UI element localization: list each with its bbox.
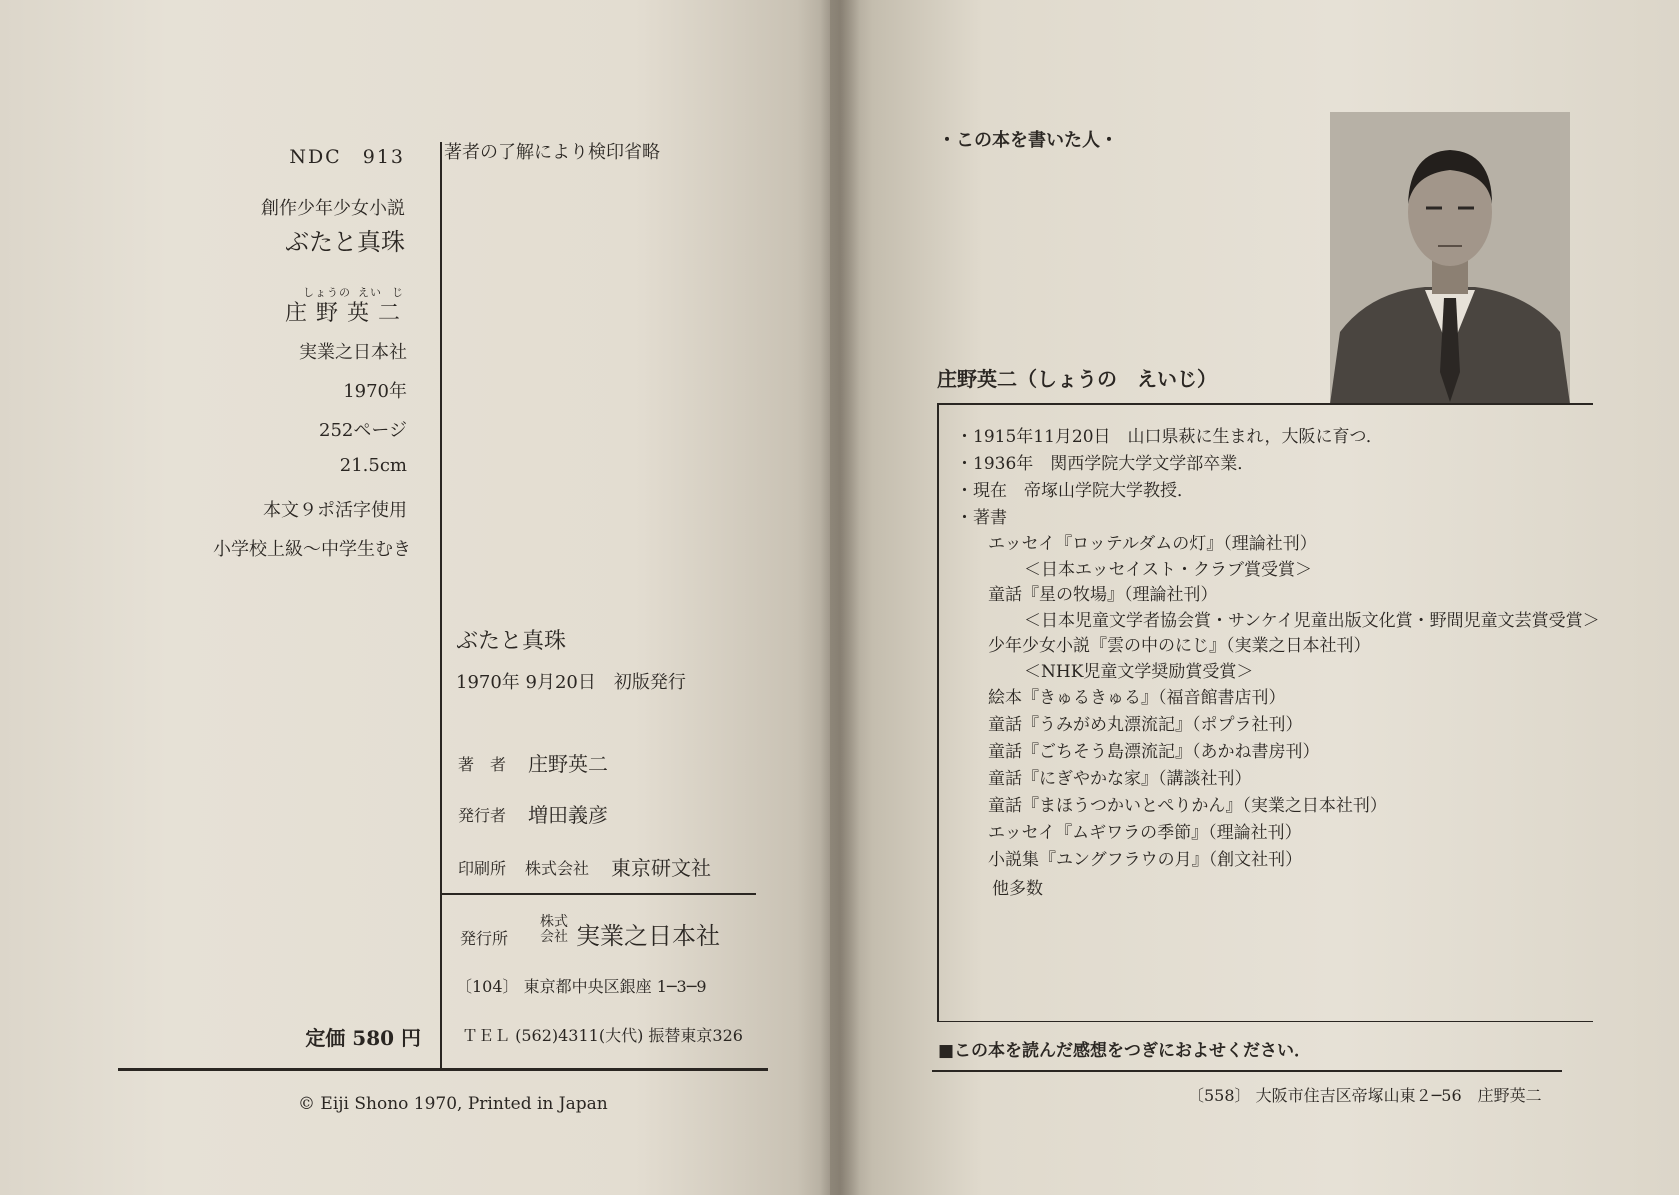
work-item: 童話『にぎやかな家』（講談社刊） [988, 769, 1252, 789]
author-photo [1330, 112, 1570, 404]
book-title: ぶたと真珠 [285, 228, 405, 256]
series-label: 創作少年少女小説 [261, 198, 405, 219]
work-item: エッセイ『ムギワラの季節』（理論社刊） [988, 823, 1302, 843]
publisher-name: 実業之日本社 [299, 342, 407, 363]
audience-note: 小学校上級～中学生むき [213, 539, 411, 560]
book-size: 21.5cm [339, 455, 407, 476]
publisher-kabushiki-bottom: 会社 [540, 929, 568, 945]
printer-label: 印刷所 [458, 859, 507, 878]
work-item: 小説集『ユングフラウの月』（創文社刊） [988, 850, 1303, 870]
author-ruby-ei: えい [358, 286, 382, 299]
colophon-title: ぶたと真珠 [456, 629, 567, 654]
author-ruby-ji: じ [392, 286, 404, 299]
issuer-label: 発行者 [458, 806, 507, 825]
work-item: 絵本『きゅるきゅる』（福音館書店刊） [988, 688, 1286, 708]
publisher-kabushiki-top: 株式 [540, 914, 568, 930]
bio-line: ・1936年 関西学院大学文学部卒業． [956, 454, 1255, 474]
printer-kabushiki: 株式会社 [525, 859, 590, 878]
colophon-author: 庄野英二 [528, 752, 608, 776]
author-name: 庄野英二 [284, 301, 409, 326]
work-item: 少年少女小説『雲の中のにじ』（実業之日本社刊） [988, 636, 1371, 656]
author-label: 著 者 [458, 755, 507, 774]
font-note: 本文９ポ活字使用 [263, 500, 407, 521]
bottom-rule-left [118, 1068, 768, 1071]
work-item: 童話『星の牧場』（理論社刊） [988, 585, 1218, 605]
publication-year: 1970年 [343, 381, 407, 402]
publisher-tel: ＴＥＬ (562)4311(大代) 振替東京326 [462, 1026, 743, 1045]
bio-line: ・1915年11月20日 山口県萩に生まれ，大阪に育つ． [956, 427, 1383, 447]
colophon-divider-horizontal [442, 893, 756, 895]
colophon-publisher: 実業之日本社 [576, 922, 720, 950]
author-heading: 庄野英二（しょうの えいじ） [937, 367, 1217, 391]
bio-line: ・現在 帝塚山学院大学教授． [956, 481, 1194, 501]
work-item: 童話『うみがめ丸漂流記』（ポプラ社刊） [988, 715, 1303, 735]
award-item: ＜日本エッセイスト・クラブ賞受賞＞ [1024, 560, 1312, 580]
printer-name: 東京研文社 [611, 856, 711, 880]
feedback-prompt: ■この本を読んだ感想をつぎにおよせください． [938, 1041, 1312, 1061]
copyright-notice: © Eiji Shono 1970, Printed in Japan [298, 1094, 608, 1114]
bio-line: ・著書 [956, 508, 1007, 528]
publisher-kabushiki [540, 915, 568, 945]
colophon-divider-vertical [440, 142, 442, 1070]
issuer-name: 増田義彦 [528, 803, 608, 827]
work-item: 他多数 [992, 879, 1043, 899]
book-gutter [820, 0, 860, 1195]
page-count: 252ページ [319, 420, 407, 441]
seal-omission-note: 著者の了解により検印省略 [444, 142, 660, 163]
author-ruby-sei: しょうの [303, 286, 351, 299]
bottom-rule-right [932, 1070, 1562, 1072]
price: 定価 580 円 [305, 1026, 421, 1050]
feedback-address: 〔558〕 大阪市住吉区帝塚山東２─56 庄野英二 [1188, 1086, 1542, 1105]
award-item: ＜日本児童文学者協会賞・サンケイ児童出版文化賞・野間児童文芸賞受賞＞ [1024, 611, 1600, 631]
publisher-label: 発行所 [460, 929, 509, 948]
work-item: 童話『ごちそう島漂流記』（あかね書房刊） [988, 742, 1320, 762]
ndc-number: NDC 913 [289, 146, 405, 168]
about-author-heading: ・この本を書いた人・ [938, 130, 1118, 151]
work-item: エッセイ『ロッテルダムの灯』（理論社刊） [988, 534, 1317, 554]
award-item: ＜NHK児童文学奨励賞受賞＞ [1024, 662, 1254, 682]
first-edition-date: 1970年 9月20日 初版発行 [456, 672, 686, 693]
publisher-address: 〔104〕 東京都中央区銀座 1─3─9 [456, 977, 707, 996]
work-item: 童話『まほうつかいとぺりかん』（実業之日本社刊） [988, 796, 1387, 816]
author-portrait-svg [1330, 112, 1570, 404]
